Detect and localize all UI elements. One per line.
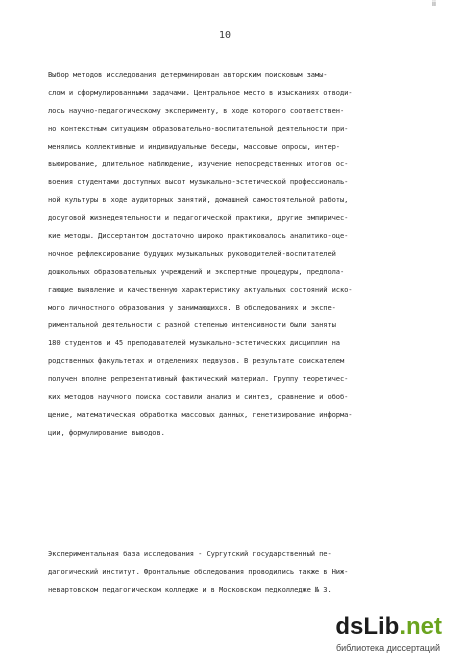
dslib-watermark [294, 613, 442, 653]
text-line: лось научно-педагогическому эксперименту, в ходе которого соответствен- [48, 105, 345, 115]
paragraph-experimental-base [48, 545, 408, 599]
text-line: невартовском педагогическом колледже и в Московском педколледже № 3. [48, 584, 332, 594]
logo-tld-text: .net [399, 613, 442, 640]
text-line: досуговой жизнедеятельности и педагогической практики, другие эмпиричес- [48, 213, 349, 223]
paragraph-methods [48, 66, 408, 442]
text-line: вьюирование, длительное наблюдение, изучение непосредственных итогов ос- [48, 159, 349, 169]
text-line: Выбор методов исследования детерминирован авторским поисковым замы- [48, 70, 328, 79]
text-line: ной культуры в ходе аудиторных занятий, домашней самостоятельной работы, [48, 195, 349, 205]
text-line: риментальной деятельности с разной степенью интенсивности были заняты [48, 320, 336, 330]
text-line: менялись коллективные и индивидуальные беседы, массовые опросы, интер- [48, 141, 340, 151]
watermark-subtitle: библиотека диссертаций [335, 643, 440, 653]
text-line: ночное рефлексирование будущих музыкальных руководителей-воспитателей [48, 248, 336, 258]
text-line: получен вполне репрезентативный фактический материал. Группу теоретичес- [48, 374, 349, 384]
text-line: но контекстным ситуациям образовательно-воспитательной деятельности при- [48, 123, 349, 133]
text-line: дошкольных образовательных учреждений и экспертные процедуры, предпола- [48, 266, 345, 276]
text-line: мого личностного образования у занимающихся. В обследованиях и экспе- [48, 302, 336, 312]
text-line: гающие выявление и качественную характеристику актуальных состояний иско- [48, 284, 353, 294]
text-line: Экспериментальная база исследования - Сургутский государственный пе- [48, 549, 332, 558]
page-number: 10 [218, 30, 232, 41]
text-line: 180 студентов и 45 преподавателей музыкально-эстетических дисциплин на [48, 338, 340, 348]
text-line: дагогический институт. Фронтальные обследования проводились также в Ниж- [48, 566, 349, 576]
text-line: ких методов научного поиска составили анализ и синтез, сравнение и обоб- [48, 392, 349, 402]
text-line: воения студентами доступных высот музыкально-эстетической профессиональ- [48, 177, 349, 187]
text-line: родственных факультетах и отделениях педвузов. В результате соискателем [48, 356, 345, 366]
corner-mark: іі [432, 0, 436, 8]
text-line: слом и сформулированными задачами. Центральное место в изысканиях отводи- [48, 87, 353, 97]
logo-main-text: dsLib [335, 613, 400, 640]
text-line: щение, математическая обработка массовых данных, генетизирование информа- [48, 409, 353, 419]
dslib-logo [335, 613, 442, 641]
text-line: ции, формулирование выводов. [48, 427, 165, 437]
text-line: кие методы. Диссертантом достаточно широко практиковалось аналитико-оце- [48, 231, 349, 241]
